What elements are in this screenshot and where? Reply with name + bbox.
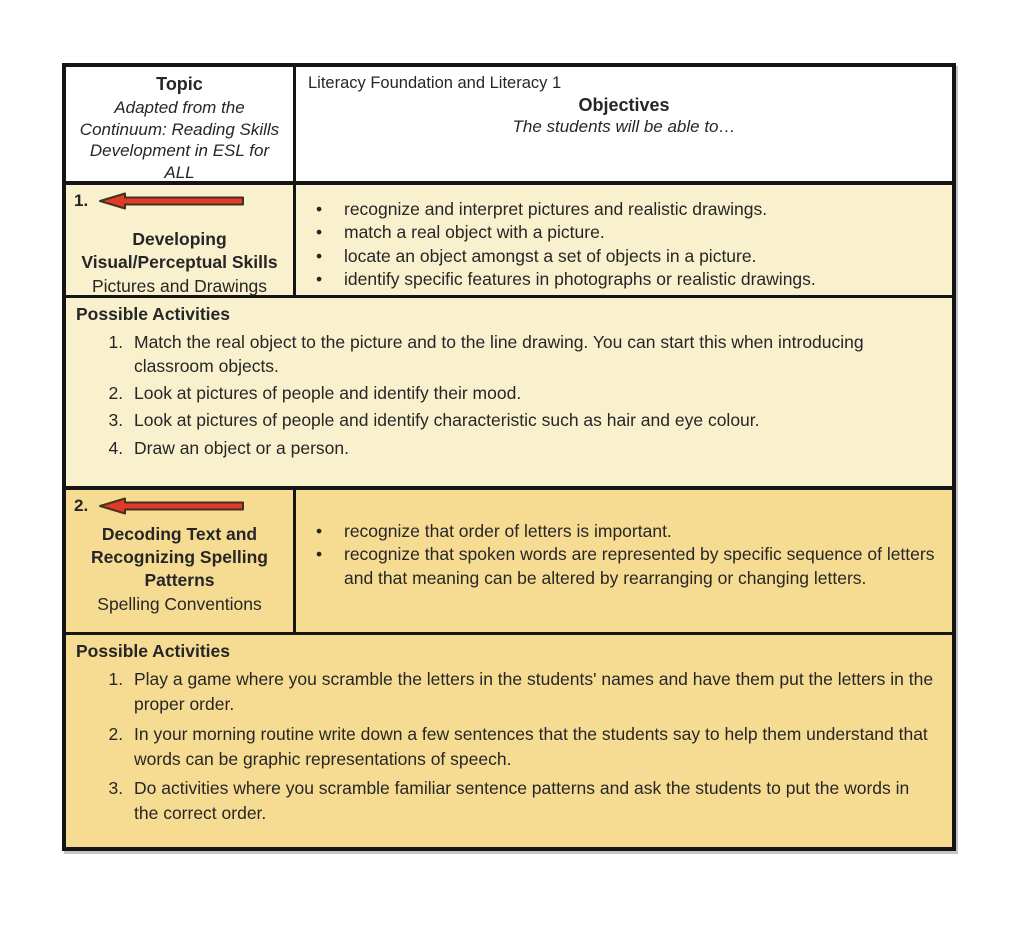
section1-objectives-cell <box>296 185 952 295</box>
activity-item: 3. Do activities where you scramble familiar sentence patterns and ask the students to put the words in the correct order. <box>128 776 936 826</box>
bullet-icon: • <box>316 521 323 541</box>
section1-number: 1. <box>74 191 89 210</box>
bullet-icon: • <box>316 199 323 219</box>
topic-title: Topic <box>156 74 203 94</box>
topic-header-cell <box>66 67 296 181</box>
curriculum-table <box>62 63 956 851</box>
section2-number-line <box>66 490 293 516</box>
section1-title: Developing Visual/Perceptual Skills <box>81 229 278 273</box>
course-label: Literacy Foundation and Literacy 1 <box>308 74 562 92</box>
activity-item: 4. Draw an object or a person. <box>128 436 936 460</box>
objective-item <box>316 221 940 244</box>
section2-topic-cell <box>66 490 296 632</box>
section2-activities <box>66 635 952 847</box>
objective-text: locate an object amongst a set of objects in a picture. <box>344 245 757 266</box>
section1-subtitle: Pictures and Drawings <box>91 276 268 297</box>
section2-activities-title: Possible Activities <box>76 641 230 661</box>
activity-item: 1. Match the real object to the picture and to the line drawing. You can start this when introducing classroom objects. <box>128 330 936 378</box>
activity-item: 3. Look at pictures of people and identify characteristic such as hair and eye colour. <box>128 408 936 432</box>
section1-topic-cell <box>66 185 296 295</box>
activity-item: 2. Look at pictures of people and identify their mood. <box>128 381 936 405</box>
objectives-header-cell <box>296 67 952 181</box>
objective-item <box>316 543 940 590</box>
objective-text: recognize that spoken words are represented by specific sequence of letters and that meaning can be altered by rearranging or changing letters. <box>344 544 935 588</box>
bullet-icon: • <box>316 544 323 565</box>
section2-row <box>66 490 952 635</box>
section2-subtitle: Spelling Conventions <box>97 594 262 615</box>
objective-item <box>316 520 940 543</box>
bullet-icon: • <box>316 222 323 243</box>
section1-activities-title: Possible Activities <box>76 304 230 324</box>
objective-text: recognize that order of letters is important. <box>344 521 672 541</box>
section1-activities-list <box>76 330 936 460</box>
section2-objectives-list <box>296 520 952 590</box>
objective-text: identify specific features in photographs or realistic drawings. <box>344 269 816 290</box>
objective-text: match a real object with a picture. <box>344 222 605 243</box>
section1-row <box>66 185 952 298</box>
section1-activities <box>66 298 952 490</box>
topic-subtitle: Adapted from the Continuum: Reading Skills Development in ESL for ALL <box>79 98 280 182</box>
section2-activities-list <box>76 667 936 826</box>
objectives-title: Objectives <box>578 95 670 115</box>
section1-number-line <box>66 185 293 211</box>
section2-objectives-cell <box>296 490 952 632</box>
red-arrow-left-icon <box>97 497 247 515</box>
header-row <box>66 67 952 185</box>
bullet-icon: • <box>316 269 323 290</box>
activity-item: 1. Play a game where you scramble the letters in the students' names and have them put the letters in the proper order. <box>128 667 936 717</box>
objective-item <box>316 268 940 291</box>
section2-number: 2. <box>74 496 89 515</box>
section2-title: Decoding Text and Recognizing Spelling Patterns <box>91 524 268 591</box>
objective-item <box>316 245 940 268</box>
activity-item: 2. In your morning routine write down a few sentences that the students say to help them understand that words can be graphic representations of speech. <box>128 722 936 772</box>
bullet-icon: • <box>316 245 323 266</box>
objectives-subtitle: The students will be able to… <box>512 117 736 136</box>
section1-objectives-list <box>296 198 952 292</box>
objective-item <box>316 198 940 221</box>
objective-text: recognize and interpret pictures and realistic drawings. <box>344 199 768 219</box>
red-arrow-left-icon <box>97 192 247 210</box>
